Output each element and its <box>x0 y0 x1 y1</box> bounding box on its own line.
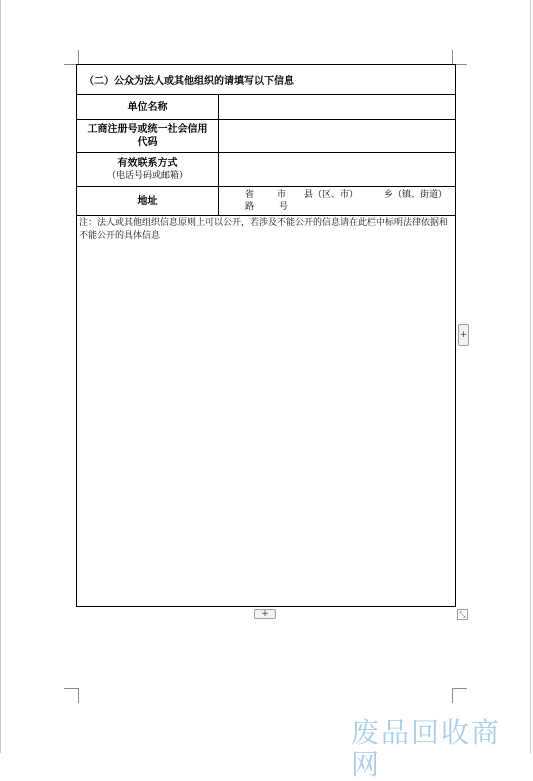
contact-label: 有效联系方式 <box>117 158 178 169</box>
table-resize-handle-icon[interactable]: ⤡ <box>457 609 468 620</box>
page-edge-left <box>0 0 1 753</box>
registration-code-field[interactable] <box>219 120 455 152</box>
crop-mark-top-right <box>452 50 467 65</box>
address-city: 市 <box>277 190 287 200</box>
add-row-button[interactable]: + <box>254 609 276 619</box>
disclosure-note[interactable]: 注：法人或其他组织信息原则上可以公开，若涉及不能公开的信息请在此栏中标明法律依据和不能公开的具体信息 <box>79 218 449 241</box>
form-header: （二）公众为法人或其他组织的请填写以下信息 <box>84 76 294 87</box>
info-form-table <box>76 64 456 607</box>
registration-code-label: 工商注册号或统一社会信用代码 <box>87 124 208 148</box>
crop-mark-bottom-right <box>452 688 467 703</box>
address-province: 省 <box>245 190 255 200</box>
table-row-unit-name <box>77 95 455 120</box>
address-field[interactable] <box>219 187 455 215</box>
crop-mark-top-left <box>64 50 79 65</box>
table-row-contact <box>77 153 455 187</box>
contact-sublabel: （电话号码或邮箱） <box>106 171 188 181</box>
address-number: 号 <box>279 202 289 212</box>
crop-mark-bottom-left <box>64 688 79 703</box>
address-road: 路 <box>245 202 255 212</box>
contact-field[interactable] <box>219 153 455 186</box>
table-row-address <box>77 187 455 216</box>
address-label: 地址 <box>137 195 158 207</box>
unit-name-field[interactable] <box>219 95 455 119</box>
unit-name-label: 单位名称 <box>127 101 168 113</box>
address-county: 县（区、市） <box>304 190 359 200</box>
address-township: 乡（镇、街道） <box>384 190 448 200</box>
watermark-logo <box>343 716 529 781</box>
add-column-button[interactable]: + <box>458 324 469 346</box>
table-row-registration <box>77 120 455 153</box>
watermark-text: 废品回收商网 <box>351 716 502 781</box>
page-edge-right <box>530 0 531 753</box>
form-header-row <box>77 65 455 95</box>
